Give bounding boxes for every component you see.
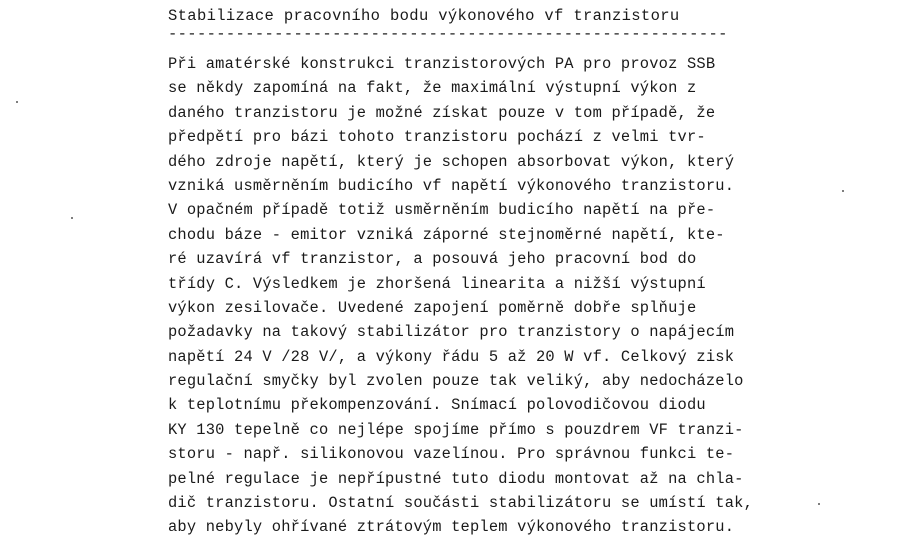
scan-speck	[71, 217, 73, 219]
text-line: výkon zesilovače. Uvedené zapojení poměrně dobře splňuje	[168, 298, 697, 317]
text-line: vzniká usměrněním budicího vf napětí výkonového tranzistoru.	[168, 176, 735, 195]
scan-speck	[818, 503, 820, 505]
text-line: dič tranzistoru. Ostatní součásti stabilizátoru se umístí tak,	[168, 494, 754, 513]
text-line: regulační smyčky byl zvolen pouze tak veliký, aby nedocházelo	[168, 372, 744, 391]
text-line: třídy C. Výsledkem je zhoršená linearita a nižší výstupní	[168, 274, 706, 293]
text-line: předpětí pro bázi tohoto tranzistoru pochází z velmi tvr-	[168, 128, 706, 147]
title-underline: ----------------------------------------------------------	[168, 25, 728, 43]
text-line: V opačném případě totiž usměrněním budicího napětí na pře-	[168, 201, 716, 220]
body-paragraph	[168, 52, 888, 540]
text-line: k teplotnímu překompenzování. Snímací polovodičovou diodu	[168, 396, 706, 415]
text-line: aby nebyly ohřívané ztrátovým teplem výkonového tranzistoru.	[168, 518, 735, 537]
text-line: napětí 24 V /28 V/, a výkony řádu 5 až 20 W vf. Celkový zisk	[168, 347, 735, 366]
text-line: daného tranzistoru je možné získat pouze v tom případě, že	[168, 103, 716, 122]
text-line: požadavky na takový stabilizátor pro tranzistory o napájecím	[168, 323, 735, 342]
text-line: ré uzavírá vf tranzistor, a posouvá jeho pracovní bod do	[168, 250, 697, 269]
text-line: KY 130 tepelně co nejlépe spojíme přímo s pouzdrem VF tranzi-	[168, 420, 744, 439]
text-line: se někdy zapomíná na fakt, že maximální výstupní výkon z	[168, 79, 697, 98]
document-title: Stabilizace pracovního bodu výkonového vf tranzistoru	[168, 7, 680, 25]
text-line: storu - např. silikonovou vazelínou. Pro správnou funkci te-	[168, 445, 735, 464]
text-line: chodu báze - emitor vzniká záporné stejnoměrné napětí, kte-	[168, 225, 725, 244]
text-line: dého zdroje napětí, který je schopen absorbovat výkon, který	[168, 152, 735, 171]
text-line: pelné regulace je nepřípustné tuto diodu montovat až na chla-	[168, 469, 744, 488]
scan-speck	[842, 190, 844, 192]
scan-speck	[16, 101, 18, 103]
text-line: Při amatérské konstrukci tranzistorových PA pro provoz SSB	[168, 55, 716, 73]
